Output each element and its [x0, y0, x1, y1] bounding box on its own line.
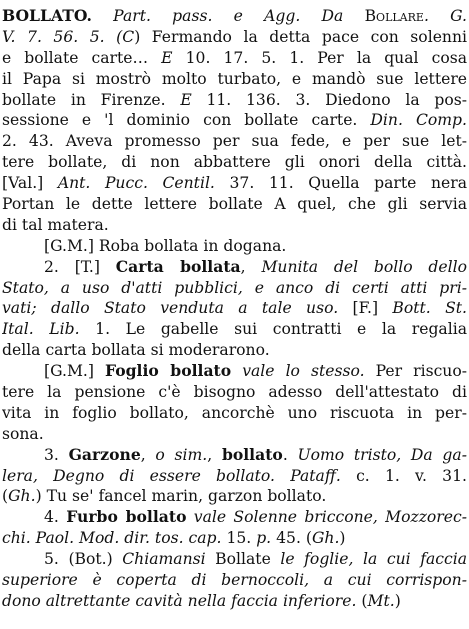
text-line-29 — [2, 591, 467, 612]
text-segment: Part. pass. e Agg. Da — [91, 7, 365, 25]
text-line-1 — [2, 6, 467, 27]
text-line-27 — [2, 549, 467, 570]
text-line-20 — [2, 403, 467, 424]
text-segment: Ital. Lib. — [2, 320, 80, 339]
text-line-15 — [2, 298, 467, 319]
dictionary-entry-bollato — [2, 0, 467, 629]
text-line-2 — [2, 27, 467, 48]
text-segment: Portan le dette lettere bollate A quel, che gli servia — [2, 195, 467, 214]
text-segment: ) — [339, 529, 346, 548]
text-segment: tere la pensione c'è bisogno adesso dell'attestato di — [2, 383, 467, 402]
text-line-9 — [2, 173, 467, 194]
text-segment: Garzone — [68, 444, 141, 464]
text-segment: 5. (Bot.) — [44, 550, 123, 569]
text-segment: chi. Paol. Mod. dir. tos. cap. — [2, 529, 222, 548]
text-segment: 2. 43. Aveva promesso per sua fede, e per sue let- — [2, 132, 467, 151]
text-segment: c. 1. v. 31. — [340, 466, 467, 485]
text-segment: Munita del bollo dello — [261, 257, 467, 276]
text-segment: Bollate — [205, 550, 281, 569]
text-segment: della carta bollata si moderarono. — [2, 341, 270, 360]
text-segment: Uomo tristo, Da ga- — [297, 445, 467, 464]
text-segment: BOLLATO. — [2, 6, 92, 25]
text-segment: Per riscuo- — [364, 362, 467, 381]
text-segment: Carta bollata — [115, 256, 241, 276]
text-segment: , — [240, 257, 262, 276]
text-segment: Gh. — [8, 487, 36, 506]
text-segment: 3. — [44, 445, 69, 464]
text-segment: Foglio bollato — [105, 361, 232, 381]
text-segment: , — [140, 445, 156, 464]
text-segment: Mt. — [367, 591, 395, 610]
text-segment: C — [122, 27, 135, 46]
text-line-4 — [2, 69, 467, 90]
text-segment: ( — [2, 487, 9, 506]
text-line-17 — [2, 340, 467, 361]
text-line-16 — [2, 319, 467, 340]
text-segment: Gh. — [311, 529, 340, 548]
text-segment: bollato — [221, 444, 283, 464]
text-segment: sessione e 'l dominio con bollate carte. — [2, 111, 371, 130]
text-line-8 — [2, 152, 467, 173]
text-segment: e bollate carte… — [2, 48, 162, 67]
text-segment: di tal matera. — [2, 215, 109, 234]
text-line-6 — [2, 110, 467, 131]
text-line-26 — [2, 528, 467, 549]
text-segment: . — [282, 445, 298, 464]
text-segment: p. — [256, 529, 272, 548]
text-segment: 11. 136. 3. Diedono la pos- — [191, 90, 467, 109]
text-segment: Bollare — [364, 7, 424, 25]
text-segment: [G.M.] Roba bollata in dogana. — [44, 236, 287, 255]
text-line-13 — [2, 257, 467, 278]
text-segment: vale Solenne briccone, Mozzorec- — [186, 508, 467, 527]
text-segment: Din. Comp. — [370, 111, 467, 130]
text-segment: 10. 17. 5. 1. Per la qual cosa — [172, 48, 467, 67]
text-segment: E — [161, 48, 173, 67]
text-segment: vale lo stesso. — [231, 362, 365, 381]
text-segment: Chiamansi — [122, 550, 206, 569]
text-line-25 — [2, 507, 467, 528]
text-segment: ) — [394, 591, 401, 610]
text-segment: , — [207, 445, 222, 464]
text-segment: Ant. Pucc. Centil. — [57, 174, 215, 193]
text-line-23 — [2, 466, 467, 487]
text-line-22 — [2, 445, 467, 466]
text-segment: o sim. — [155, 445, 208, 464]
text-segment: dono altrettante cavità nella faccia inferiore. — [2, 591, 357, 610]
text-line-18 — [2, 361, 467, 382]
text-segment: Bott. St. — [392, 299, 467, 318]
text-segment: vati; dallo Stato venduta a tale uso. — [2, 299, 339, 318]
text-segment: 4. — [44, 508, 67, 527]
text-line-11 — [2, 215, 467, 236]
text-line-7 — [2, 131, 467, 152]
text-segment: 1. Le gabelle sui contratti e la regalia — [79, 320, 467, 339]
text-segment: V. 7. 56. 5. ( — [2, 27, 123, 46]
text-segment: E — [180, 90, 192, 109]
text-segment: il Papa si mostrò molto turbato, e mandò sue lettere — [2, 69, 467, 88]
text-line-14 — [2, 278, 467, 299]
text-segment: ) Fermando la detta pace con solenni — [134, 27, 467, 46]
text-segment: 2. [T.] — [44, 257, 116, 276]
text-segment: 37. 11. Quella parte nera — [214, 174, 467, 193]
text-line-24 — [2, 486, 467, 507]
text-line-3 — [2, 48, 467, 69]
text-segment: tere bollate, di non abbattere gli onori della città. — [2, 153, 467, 172]
text-line-12 — [2, 236, 467, 257]
text-segment: [Val.] — [2, 174, 58, 193]
text-segment: Stato, a uso d'atti pubblici, e anco di certi atti pri- — [2, 278, 467, 297]
text-line-19 — [2, 382, 467, 403]
text-segment: 15. — [221, 529, 257, 548]
text-segment: vita in foglio bollato, ancorchè uno riscuota in per- — [2, 403, 467, 422]
text-segment: ) Tu se' fancel marin, garzon bollato. — [35, 487, 327, 506]
text-segment: Furbo bollato — [66, 507, 187, 527]
text-segment: bollate in Firenze. — [2, 90, 181, 109]
text-line-5 — [2, 90, 467, 111]
text-segment: superiore è coperta di bernoccoli, a cui corrispon- — [2, 571, 467, 590]
text-segment: 45. ( — [271, 529, 312, 548]
text-segment: ( — [356, 591, 368, 610]
text-segment: lera, Degno di essere bollato. Pataff. — [2, 466, 341, 485]
text-segment: le foglie, la cui faccia — [280, 550, 467, 569]
text-segment: . G. — [423, 7, 467, 25]
text-segment: [F.] — [338, 299, 393, 318]
text-line-28 — [2, 570, 467, 591]
text-segment: sona. — [2, 424, 44, 443]
text-segment: [G.M.] — [44, 362, 105, 381]
text-line-21 — [2, 424, 467, 445]
text-line-10 — [2, 194, 467, 215]
